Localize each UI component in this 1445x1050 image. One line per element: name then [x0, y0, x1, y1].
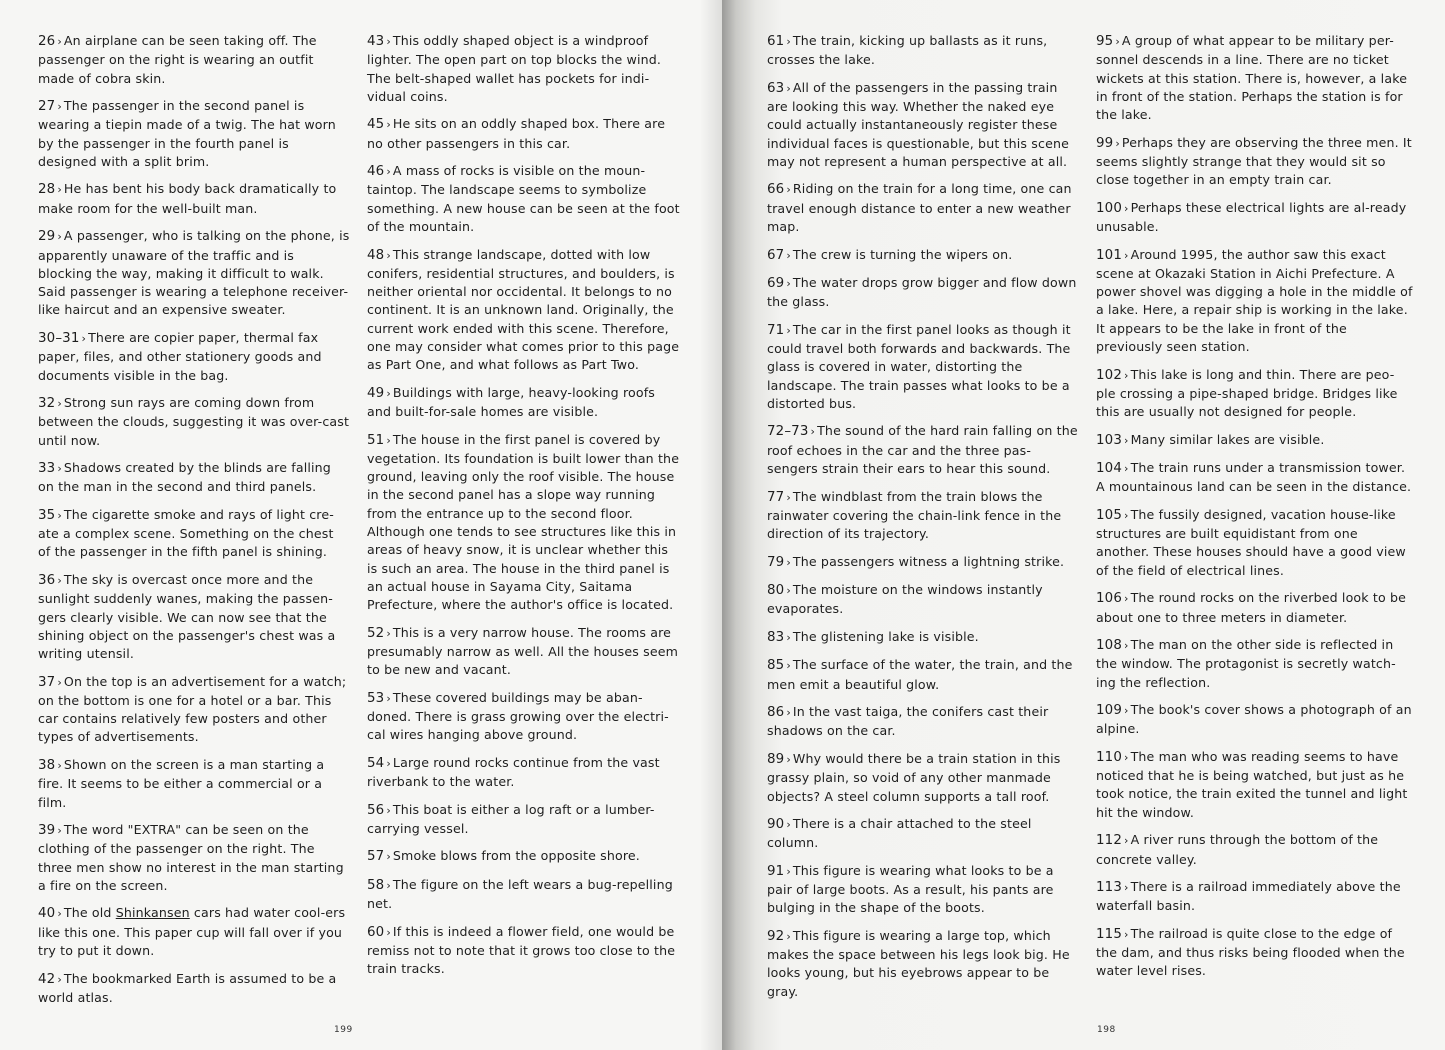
chevron-right-icon: › — [786, 277, 791, 291]
note-number: 79 — [767, 554, 785, 570]
chevron-right-icon: › — [786, 706, 791, 720]
note-number: 72–73 — [767, 424, 809, 440]
note-text: This figure is wearing a large top, which makes the space between his legs look big. He looks young, but his eyebrows appear to be gray. — [767, 927, 1070, 999]
note-text: Many similar lakes are visible. — [1130, 431, 1325, 447]
note-entry-100 — [1096, 199, 1414, 237]
note-number: 102 — [1096, 367, 1123, 383]
note-text: He sits on an oddly shaped box. There are no other passengers in this car. — [367, 116, 666, 151]
chevron-right-icon: › — [786, 35, 791, 48]
note-text: The passengers witness a lightning strike. — [792, 553, 1065, 569]
note-entry-91 — [767, 862, 1079, 918]
note-text: The car in the first panel looks as though it could travel both forwards and backwards. The glass is covered in water, distorting the landscape. The train passes what looks to be a distorted bus. — [767, 321, 1071, 411]
note-entry-58 — [367, 876, 680, 914]
note-number: 30–31 — [38, 330, 80, 346]
note-entry-35 — [38, 506, 350, 562]
note-text: The crew is turning the wipers on. — [792, 246, 1013, 262]
note-text: This figure is wearing what looks to be a pair of large boots. As a result, his pants are bulging in the shape of the boots. — [767, 862, 1054, 916]
note-entry-83 — [767, 628, 1079, 647]
chevron-right-icon: › — [386, 433, 391, 447]
note-text: He has bent his body back dramatically to make room for the well-built man. — [38, 181, 337, 216]
chevron-right-icon: › — [1124, 592, 1129, 606]
note-entry-103 — [1096, 431, 1414, 450]
chevron-right-icon: › — [786, 490, 791, 504]
note-text: A passenger, who is talking on the phone, is apparently unaware of the traffic and is blocking the way, making it difficult to walk. Said passenger is wearing a telephone receiver-like haircut and an expensive sweater. — [38, 228, 350, 318]
note-text: Riding on the train for a long time, one can travel enough distance to enter a new weather map. — [767, 181, 1072, 235]
note-text: An airplane can be seen taking off. The passenger on the right is wearing an outfit made of cobra skin. — [38, 33, 317, 86]
note-text: This boat is either a log raft or a lumber-carrying vessel. — [367, 801, 655, 836]
note-entry-29 — [38, 227, 350, 319]
chevron-right-icon: › — [1124, 201, 1129, 215]
chevron-right-icon: › — [786, 752, 791, 766]
note-number: 57 — [367, 849, 385, 865]
gutter-shadow — [700, 0, 722, 1050]
note-number: 43 — [367, 34, 385, 49]
underlined-term: Shinkansen — [115, 905, 190, 921]
note-number: 63 — [767, 80, 785, 96]
chevron-right-icon: › — [786, 248, 791, 262]
note-text: The fussily designed, vacation house-like structures are built equidistant from one another. These houses should have a good view of the field of electrical lines. — [1096, 506, 1406, 578]
note-entry-80 — [767, 581, 1079, 619]
chevron-right-icon: › — [1124, 462, 1129, 476]
note-entry-71 — [767, 321, 1079, 413]
note-number: 99 — [1096, 135, 1114, 151]
note-number: 28 — [38, 182, 56, 198]
note-text: The passenger in the second panel is wearing a tiepin made of a twig. The hat worn by the passenger in the fourth panel is designed with a split brim. — [38, 98, 336, 169]
note-entry-95 — [1096, 32, 1414, 124]
chevron-right-icon: › — [386, 925, 391, 939]
note-entry-49 — [367, 384, 680, 422]
note-number: 35 — [38, 507, 56, 523]
note-text: Perhaps these electrical lights are al-ready unusable. — [1096, 199, 1407, 235]
note-entry-56 — [367, 801, 680, 839]
chevron-right-icon: › — [57, 35, 62, 48]
chevron-right-icon: › — [57, 183, 62, 197]
chevron-right-icon: › — [1124, 508, 1129, 522]
note-number: 36 — [38, 572, 56, 588]
note-text: The man on the other side is reflected in the window. The protagonist is secretly watch-ing the reflection. — [1096, 637, 1396, 690]
note-number: 45 — [367, 117, 385, 133]
note-entry-113 — [1096, 878, 1414, 916]
note-text: There is a chair attached to the steel column. — [767, 816, 1032, 851]
note-entry-115 — [1096, 925, 1414, 981]
note-number: 27 — [38, 99, 56, 115]
note-entry-86 — [767, 703, 1079, 741]
note-entry-30–31 — [38, 329, 350, 385]
note-number: 42 — [38, 971, 56, 987]
chevron-right-icon: › — [786, 818, 791, 832]
chevron-right-icon: › — [57, 907, 62, 921]
chevron-right-icon: › — [786, 323, 791, 337]
note-entry-92 — [767, 927, 1079, 1001]
note-text: The book's cover shows a photograph of an alpine. — [1096, 702, 1412, 737]
note-text: There is a railroad immediately above the waterfall basin. — [1096, 879, 1401, 914]
note-text: The sky is overcast once more and the sunlight suddenly wanes, making the passen-gers clearly visible. We can now see that the shining object on the passenger's chest was a writing utensil. — [38, 571, 336, 662]
chevron-right-icon: › — [386, 850, 391, 864]
chevron-right-icon: › — [1124, 881, 1129, 895]
note-number: 67 — [767, 247, 785, 263]
page-number-right: 198 — [1097, 1025, 1116, 1035]
note-entry-77 — [767, 488, 1079, 544]
note-number: 80 — [767, 583, 785, 599]
note-text: The surface of the water, the train, and the men emit a beautiful glow. — [767, 657, 1073, 692]
note-number: 37 — [38, 674, 56, 690]
chevron-right-icon: › — [57, 758, 62, 772]
chevron-right-icon: › — [1115, 136, 1120, 150]
note-number: 48 — [367, 247, 385, 263]
note-text: These covered buildings may be aban-doned. There is grass growing over the electri-cal wires hanging above ground. — [367, 689, 669, 743]
note-number: 112 — [1096, 833, 1123, 849]
note-entry-60 — [367, 923, 680, 979]
chevron-right-icon: › — [786, 659, 791, 673]
chevron-right-icon: › — [386, 165, 391, 179]
note-entry-102 — [1096, 366, 1414, 422]
chevron-right-icon: › — [1124, 433, 1129, 447]
note-entry-79 — [767, 553, 1079, 572]
note-text: Large round rocks continue from the vast riverbank to the water. — [367, 754, 660, 790]
note-number: 39 — [38, 823, 56, 839]
note-number: 51 — [367, 432, 385, 448]
chevron-right-icon: › — [786, 630, 791, 644]
note-text: There are copier paper, thermal fax paper, files, and other stationery goods and documents visible in the bag. — [38, 329, 322, 383]
chevron-right-icon: › — [1115, 35, 1120, 48]
note-entry-42 — [38, 970, 350, 1008]
note-entry-99 — [1096, 134, 1414, 190]
note-number: 115 — [1096, 926, 1123, 942]
note-entry-108 — [1096, 636, 1414, 692]
chevron-right-icon: › — [386, 386, 391, 400]
chevron-right-icon: › — [786, 584, 791, 598]
note-entry-112 — [1096, 831, 1414, 869]
chevron-right-icon: › — [1124, 704, 1129, 718]
note-text: Strong sun rays are coming down from between the clouds, suggesting it was over-cast until now. — [38, 394, 350, 448]
note-entry-85 — [767, 656, 1079, 694]
note-number: 108 — [1096, 638, 1123, 653]
column-4 — [1096, 32, 1414, 990]
note-number: 77 — [767, 489, 785, 505]
page-number-left: 199 — [334, 1025, 353, 1035]
note-number: 71 — [767, 322, 785, 338]
note-entry-46 — [367, 162, 680, 236]
note-number: 89 — [767, 751, 785, 767]
note-text: The glistening lake is visible. — [792, 628, 979, 644]
note-number: 110 — [1096, 749, 1123, 765]
chevron-right-icon: › — [57, 972, 62, 986]
note-entry-109 — [1096, 701, 1414, 739]
note-number: 54 — [367, 755, 385, 771]
note-entry-27 — [38, 97, 350, 171]
note-entry-33 — [38, 459, 350, 497]
note-number: 38 — [38, 757, 56, 773]
note-text: The round rocks on the riverbed look to be about one to three meters in diameter. — [1096, 590, 1407, 625]
note-entry-36 — [38, 571, 350, 663]
note-number: 49 — [367, 385, 385, 401]
note-number: 33 — [38, 461, 56, 477]
note-number: 105 — [1096, 507, 1123, 523]
chevron-right-icon: › — [1124, 248, 1129, 262]
note-number: 95 — [1096, 34, 1114, 49]
column-3 — [767, 32, 1079, 1010]
note-number: 90 — [767, 817, 785, 833]
note-text: Smoke blows from the opposite shore. — [392, 848, 640, 864]
chevron-right-icon: › — [57, 230, 62, 244]
note-entry-67 — [767, 246, 1079, 265]
chevron-right-icon: › — [810, 425, 816, 439]
note-text: The cigarette smoke and rays of light cre-ate a complex scene. Something on the chest of the passenger in the fifth panel is shining. — [38, 506, 334, 560]
chevron-right-icon: › — [1124, 750, 1129, 764]
chevron-right-icon: › — [57, 573, 62, 587]
note-text: cars had water cool-ers like this one. This paper cup will fall over if you try to put it down. — [38, 905, 346, 959]
column-1 — [38, 32, 350, 1016]
note-entry-48 — [367, 246, 680, 375]
note-number: 26 — [38, 34, 56, 49]
chevron-right-icon: › — [386, 118, 391, 132]
note-text: All of the passengers in the passing train are looking this way. Whether the naked eye could actually instantaneously register these individual faces is questionable, but this scene may not represent a human perspective at all. — [767, 79, 1070, 169]
note-entry-72–73 — [767, 422, 1079, 478]
note-text: The house in the first panel is covered by vegetation. Its foundation is built lower than the ground, leaving only the roof visible. The house in the second panel has a slope way running from the entrance up to the second floor. Although one tends to see structures like this in areas of heavy snow, it is unclear whether this is such an area. The house in the third panel is an actual house in Sayama City, Saitama Prefecture, where the author's office is located. — [367, 431, 680, 613]
chevron-right-icon: › — [57, 396, 62, 410]
note-entry-37 — [38, 673, 350, 747]
note-number: 100 — [1096, 200, 1123, 216]
note-entry-54 — [367, 754, 680, 792]
note-entry-45 — [367, 115, 680, 153]
note-number: 32 — [38, 395, 56, 411]
chevron-right-icon: › — [386, 756, 391, 770]
note-text: The word "EXTRA" can be seen on the clothing of the passenger on the right. The three men show no interest in the man starting a fire on the screen. — [38, 822, 344, 893]
note-number: 61 — [767, 34, 785, 49]
chevron-right-icon: › — [386, 35, 391, 48]
note-entry-26 — [38, 32, 350, 88]
note-text: This oddly shaped object is a windproof lighter. The open part on top blocks the wind. The belt-shaped wallet has pockets for indi-vidual coins. — [367, 33, 662, 104]
note-entry-40 — [38, 904, 350, 960]
note-entry-104 — [1096, 459, 1414, 497]
note-entry-89 — [767, 750, 1079, 806]
note-text: Shadows created by the blinds are falling on the man in the second and third panels. — [38, 460, 331, 495]
note-text: The train runs under a transmission tower. A mountainous land can be seen in the distance. — [1096, 460, 1412, 495]
note-number: 104 — [1096, 461, 1123, 477]
note-number: 46 — [367, 164, 385, 180]
chevron-right-icon: › — [57, 675, 62, 689]
note-number: 103 — [1096, 432, 1123, 448]
note-number: 60 — [367, 924, 385, 940]
chevron-right-icon: › — [386, 878, 391, 892]
chevron-right-icon: › — [1124, 368, 1129, 382]
note-entry-69 — [767, 274, 1079, 312]
chevron-right-icon: › — [1124, 834, 1129, 848]
note-text: A river runs through the bottom of the concrete valley. — [1096, 832, 1379, 867]
note-entry-106 — [1096, 589, 1414, 627]
note-entry-38 — [38, 756, 350, 812]
chevron-right-icon: › — [57, 824, 62, 838]
note-text: This strange landscape, dotted with low conifers, residential structures, and boulders, is neither oriental nor occidental. It belongs to no continent. It is an unknown land. Originally, the current work ended with this scene. Therefore, one may consider what comes prior to this page as Part One, and what follows as Part Two. — [367, 246, 680, 373]
note-number: 106 — [1096, 591, 1123, 607]
note-text: The moisture on the windows instantly evaporates. — [767, 582, 1043, 617]
note-number: 58 — [367, 877, 385, 893]
note-text: This is a very narrow house. The rooms are presumably narrow as well. All the houses seem to be new and vacant. — [367, 624, 679, 678]
chevron-right-icon: › — [786, 864, 791, 878]
column-2 — [367, 32, 680, 988]
chevron-right-icon: › — [786, 929, 791, 943]
note-text: A group of what appear to be military per-sonnel descends in a line. There are no ticket wickets at this station. There is, however, a lake in front of the station. Perhaps the station is for the lake. — [1096, 33, 1408, 123]
note-entry-28 — [38, 180, 350, 218]
note-number: 52 — [367, 625, 385, 641]
note-text: The train, kicking up ballasts as it runs, crosses the lake. — [767, 33, 1048, 68]
note-number: 92 — [767, 928, 785, 944]
note-entry-39 — [38, 821, 350, 895]
note-number: 113 — [1096, 880, 1123, 896]
chevron-right-icon: › — [386, 248, 391, 262]
chevron-right-icon: › — [386, 691, 391, 705]
note-entry-51 — [367, 431, 680, 615]
chevron-right-icon: › — [386, 803, 391, 817]
note-number: 86 — [767, 705, 785, 721]
note-number: 53 — [367, 690, 385, 706]
chevron-right-icon: › — [57, 508, 62, 522]
note-text: Shown on the screen is a man starting a fire. It seems to be either a commercial or a film. — [38, 756, 325, 810]
chevron-right-icon: › — [57, 100, 62, 114]
note-entry-43 — [367, 32, 680, 106]
note-text: The sound of the hard rain falling on the roof echoes in the car and the three pas-sengers strain their ears to hear this sound. — [767, 423, 1078, 477]
note-entry-52 — [367, 624, 680, 680]
note-number: 109 — [1096, 703, 1123, 719]
chevron-right-icon: › — [1124, 927, 1129, 941]
note-entry-63 — [767, 79, 1079, 171]
note-text: The bookmarked Earth is assumed to be a world atlas. — [38, 970, 337, 1005]
note-entry-66 — [767, 180, 1079, 236]
note-text: Buildings with large, heavy-looking roofs and built-for-sale homes are visible. — [367, 384, 656, 420]
note-entry-90 — [767, 815, 1079, 853]
note-number: 85 — [767, 658, 785, 674]
note-text: The old — [63, 905, 116, 921]
chevron-right-icon: › — [1124, 639, 1129, 652]
chevron-right-icon: › — [786, 183, 791, 197]
note-entry-53 — [367, 689, 680, 745]
note-text: Perhaps they are observing the three men. It seems slightly strange that they would sit so close together in an empty train car. — [1096, 134, 1412, 188]
note-text: Why would there be a train station in this grassy plain, so void of any other manmade objects? A steel column supports a tall roof. — [767, 750, 1061, 804]
note-text: In the vast taiga, the conifers cast their shadows on the car. — [767, 704, 1049, 739]
note-number: 69 — [767, 276, 785, 292]
note-number: 66 — [767, 182, 785, 198]
note-text: This lake is long and thin. There are peo-ple crossing a pipe-shaped bridge. Bridges like this are usually not designed for people. — [1096, 366, 1398, 420]
note-number: 101 — [1096, 247, 1123, 263]
note-entry-32 — [38, 394, 350, 450]
note-text: The man who was reading seems to have noticed that he is being watched, but just as he took notice, the train exited the tunnel and light hit the window. — [1096, 748, 1408, 820]
note-entry-101 — [1096, 246, 1414, 357]
left-page — [0, 0, 722, 1050]
note-entry-61 — [767, 32, 1079, 70]
note-number: 91 — [767, 863, 785, 879]
note-text: If this is indeed a flower field, one would be remiss not to note that it grows too close to the train tracks. — [367, 923, 676, 977]
note-text: The water drops grow bigger and flow down the glass. — [767, 275, 1077, 310]
note-text: Around 1995, the author saw this exact scene at Okazaki Station in Aichi Prefecture. A power shovel was digging a hole in the middle of a lake. Here, a repair ship is working in the lake. It appears to be the lake in front of the previously seen station. — [1096, 246, 1413, 355]
note-text: The figure on the left wears a bug-repelling net. — [367, 876, 673, 912]
note-number: 56 — [367, 802, 385, 818]
note-number: 40 — [38, 906, 56, 922]
note-text: On the top is an advertisement for a watch; on the bottom is one for a hotel or a bar. This car contains relatively few posters and other types of advertisements. — [38, 673, 347, 745]
chevron-right-icon: › — [786, 555, 791, 569]
chevron-right-icon: › — [57, 462, 62, 476]
note-entry-105 — [1096, 506, 1414, 580]
note-text: The windblast from the train blows the rainwater covering the chain-link fence in the direction of its trajectory. — [767, 488, 1062, 542]
note-text: The railroad is quite close to the edge of the dam, and thus risks being flooded when the water level rises. — [1096, 925, 1405, 979]
chevron-right-icon: › — [81, 331, 87, 345]
chevron-right-icon: › — [786, 81, 791, 95]
note-entry-57 — [367, 847, 680, 866]
note-number: 83 — [767, 629, 785, 645]
note-text: A mass of rocks is visible on the moun-taintop. The landscape seems to symbolize something. A new house can be seen at the foot of the mountain. — [367, 163, 680, 235]
note-entry-110 — [1096, 748, 1414, 822]
chevron-right-icon: › — [386, 626, 391, 640]
note-number: 29 — [38, 229, 56, 245]
